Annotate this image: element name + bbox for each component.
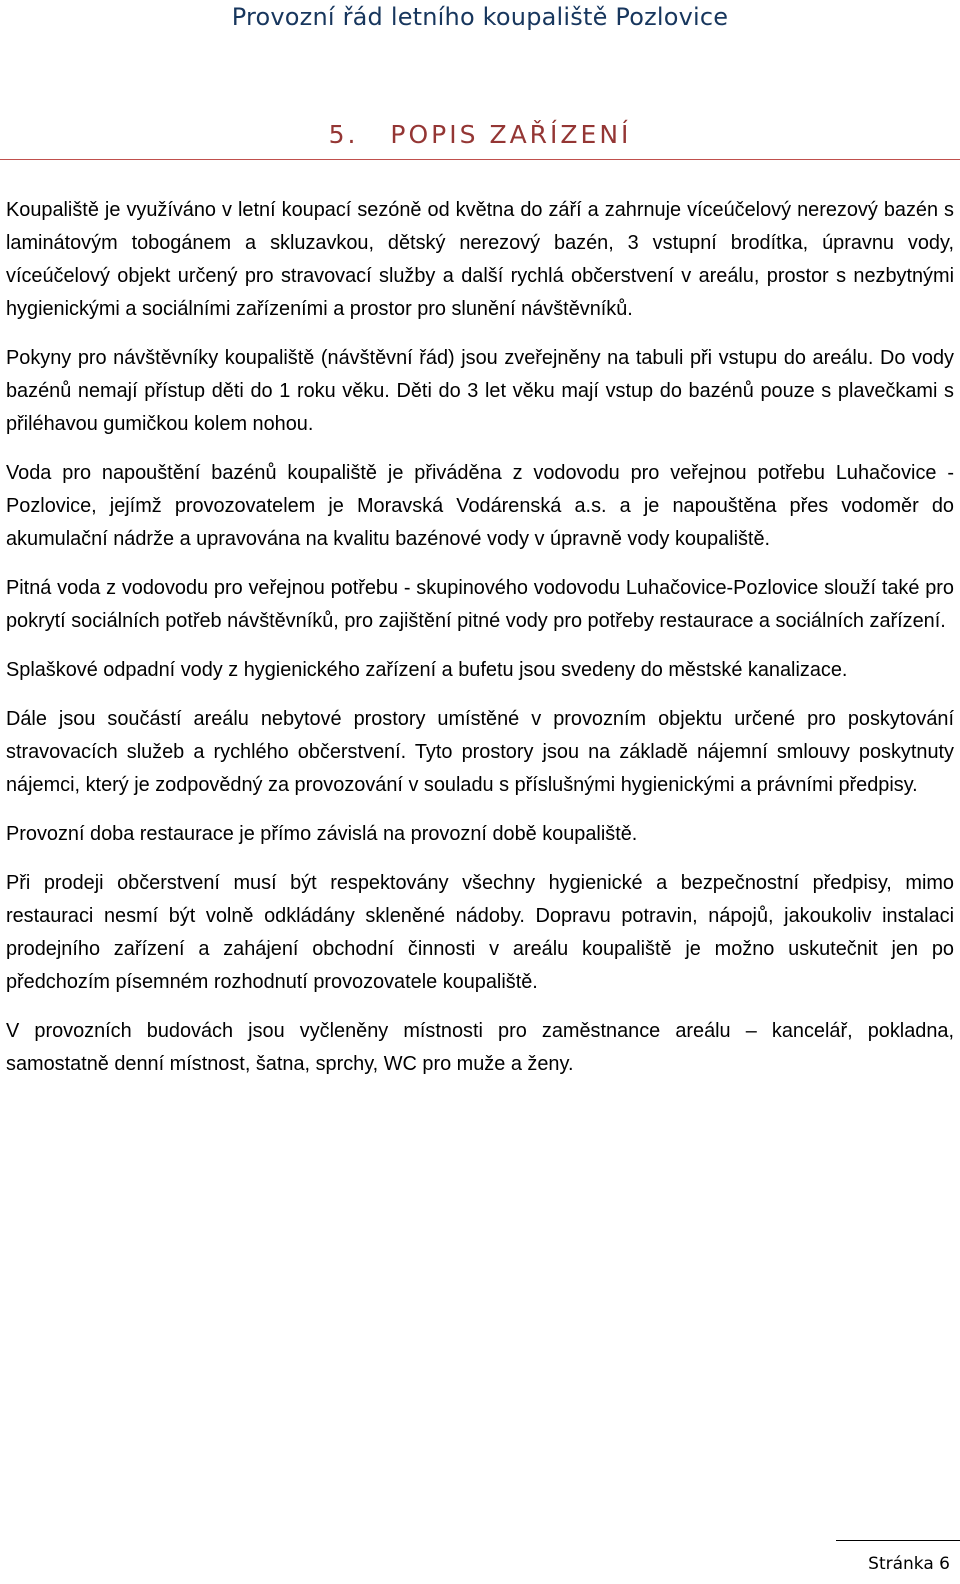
paragraph-staff-rooms: V provozních budovách jsou vyčleněny místnosti pro zaměstnance areálu – kancelář, pokladna, samostatně denní místnost, šatna, sprchy, WC pro muže a ženy.: [6, 1020, 954, 1075]
heading-rule: [0, 159, 960, 160]
paragraph-waste-water: Splaškové odpadní vody z hygienického zařízení a bufetu jsou svedeny do městské kanalizace.: [6, 659, 848, 681]
running-header: Provozní řád letního koupaliště Pozlovice: [231, 3, 729, 31]
section-number: 5.: [328, 120, 359, 149]
footer-rule: [836, 1540, 960, 1541]
page-number: Stránka 6: [868, 1554, 950, 1574]
section-heading: [0, 118, 960, 152]
paragraph-pool-water-supply: Voda pro napouštění bazénů koupaliště je přiváděna z vodovodu pro veřejnou potřebu Luhačovice - Pozlovice, jejímž provozovatelem je Moravská Vodárenská a.s. a je napouštěna přes vodoměr do akumulační nádrže a upravována na kvalitu bazénové vody v úpravně vody koupaliště.: [6, 462, 954, 550]
paragraph-non-residential-premises: Dále jsou součástí areálu nebytové prostory umístěné v provozním objektu určené pro poskytování stravovacích služeb a rychlého občerstvení. Tyto prostory jsou na základě nájemní smlouvy poskytnuty nájemci, který je zodpovědný za provozování v souladu s příslušnými hygienickými a právními předpisy.: [6, 708, 954, 796]
paragraph-facility-overview: Koupaliště je využíváno v letní koupací sezóně od května do září a zahrnuje víceúčelový nerezový bazén s laminátovým tobogánem a skluzavkou, dětský nerezový bazén, 3 vstupní brodítka, úpravnu vody, víceúčelový objekt určený pro stravovací služby a další rychlá občerstvení v areálu, prostor s nezbytnými hygienickými a sociálními zařízeními a prostor pro slunění návštěvníků.: [6, 199, 954, 320]
paragraph-visitor-rules: Pokyny pro návštěvníky koupaliště (návštěvní řád) jsou zveřejněny na tabuli při vstupu do areálu. Do vody bazénů nemají přístup děti do 1 roku věku. Děti do 3 let věku mají vstup do bazénů pouze s plavečkami s přiléhavou gumičkou kolem nohou.: [6, 347, 954, 435]
document-body: [6, 194, 954, 1097]
paragraph-restaurant-hours: Provozní doba restaurace je přímo závislá na provozní době koupaliště.: [6, 823, 638, 845]
section-title: POPIS ZAŘÍZENÍ: [390, 120, 632, 149]
paragraph-refreshment-sales: Při prodeji občerstvení musí být respektovány všechny hygienické a bezpečnostní předpisy, mimo restauraci nesmí být volně odkládány skleněné nádoby. Dopravu potravin, nápojů, jakoukoliv instalaci prodejního zařízení a zahájení obchodní činnosti v areálu koupaliště je možno uskutečnit jen po předchozím písemném rozhodnutí provozovatele koupaliště.: [6, 872, 954, 993]
paragraph-drinking-water: Pitná voda z vodovodu pro veřejnou potřebu - skupinového vodovodu Luhačovice-Pozlovice slouží také pro pokrytí sociálních potřeb návštěvníků, pro zajištění pitné vody pro potřeby restaurace a sociálních zařízení.: [6, 577, 954, 632]
